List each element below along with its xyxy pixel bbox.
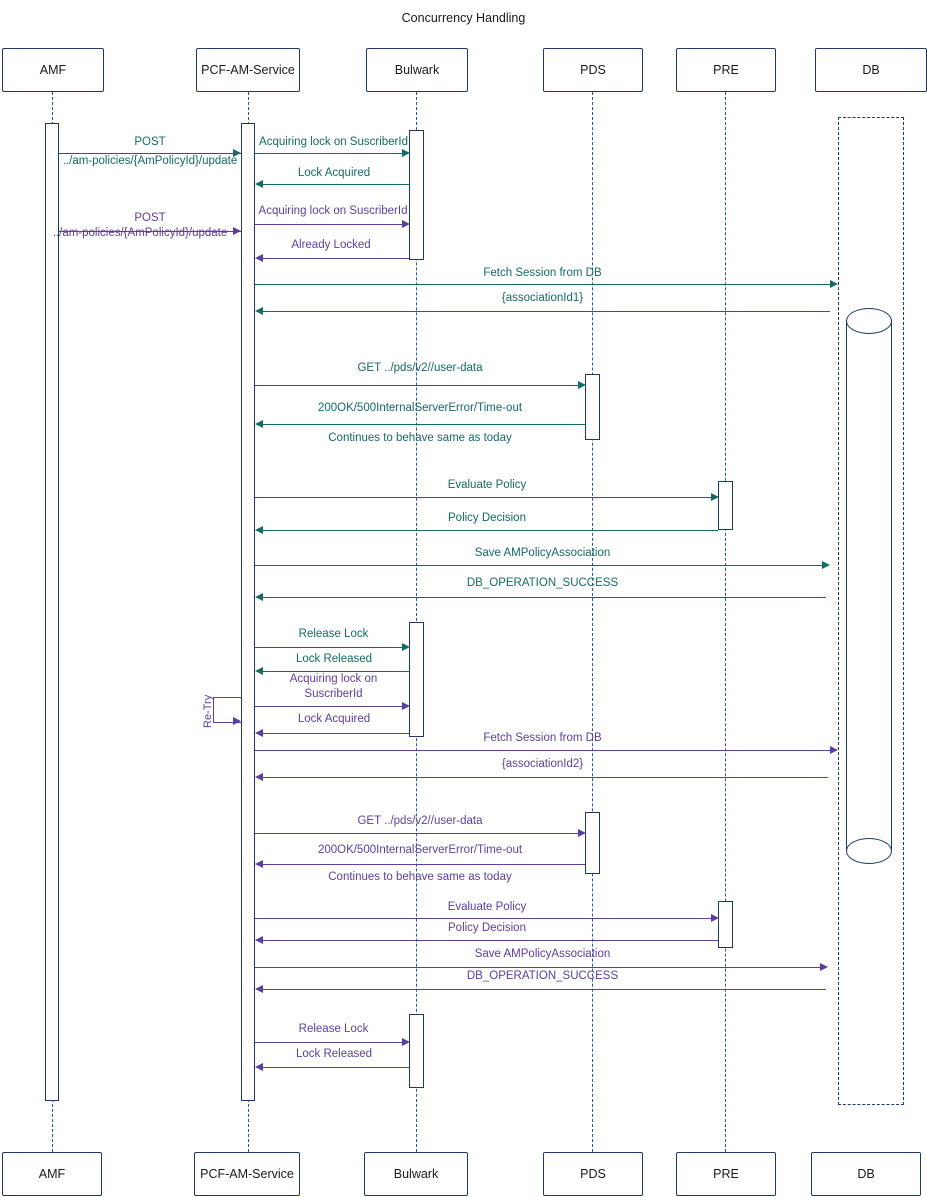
participant-label: AMF [39, 63, 67, 77]
message-line-m9 [255, 385, 578, 386]
arrowhead-m5 [402, 220, 410, 228]
activation-pcf [241, 123, 255, 1101]
message-line-m3 [263, 184, 409, 185]
message-label-m19: Lock Acquired [297, 713, 371, 725]
participant-label: PDS [580, 63, 606, 77]
message-label-m13: Policy Decision [448, 512, 526, 524]
activation-pds-1 [585, 374, 600, 440]
message-label-m10: 200OK/500InternalServerError/Time-out [317, 402, 523, 414]
message-line-m7 [255, 284, 830, 285]
db-cylinder-top [846, 308, 892, 334]
message-label-m5: Acquiring lock on SuscriberId [258, 205, 408, 217]
message-label-m30: Lock Released [295, 1048, 373, 1060]
arrowhead-m3 [255, 180, 263, 188]
arrowhead-m30 [255, 1063, 263, 1071]
lifeline-pre [725, 92, 726, 1152]
message-label-m8: {associationId1} [501, 292, 584, 304]
activation-pds-2 [585, 812, 600, 874]
message-line-m12 [255, 497, 711, 498]
participant-pds[interactable] [543, 48, 643, 92]
message-label-m18-line2: SuscriberId [304, 688, 363, 700]
message-label-m4-line2: ../am-policies/{AmPolicyId}/update [52, 227, 228, 239]
activation-amf [45, 123, 59, 1101]
message-label-m20: Fetch Session from DB [483, 732, 602, 744]
activation-bulwark-1 [409, 130, 424, 260]
message-line-m30 [263, 1067, 409, 1068]
participant-bottom-pds[interactable] [543, 1152, 643, 1196]
participant-label: Bulwark [394, 63, 440, 77]
participant-amf[interactable] [2, 48, 104, 92]
message-line-m2 [255, 153, 402, 154]
message-label-m24: Continues to behave same as today [328, 871, 512, 883]
message-line-m13 [263, 530, 718, 531]
participant-label: PRE [713, 1167, 739, 1181]
participant-label: Bulwark [393, 1167, 439, 1181]
message-line-m10 [263, 424, 585, 425]
participant-pre[interactable] [676, 48, 776, 92]
participant-label: DB [862, 63, 880, 77]
participant-bottom-pre[interactable] [676, 1152, 776, 1196]
message-line-m8 [263, 311, 830, 312]
message-label-m22: GET ../pds/v2//user-data [357, 815, 483, 827]
message-label-m11: Continues to behave same as today [328, 432, 512, 444]
message-line-m29 [255, 1042, 402, 1043]
message-line-m18 [255, 706, 402, 707]
activation-pre-1 [718, 481, 733, 530]
message-label-m1-line2: ../am-policies/{AmPolicyId}/update [62, 155, 238, 167]
participant-label: PCF-AM-Service [200, 1167, 294, 1181]
participant-pcf-am-service[interactable] [196, 48, 300, 92]
message-label-m16: Release Lock [298, 628, 369, 640]
participant-bottom-amf[interactable] [2, 1152, 102, 1196]
message-line-m15 [263, 597, 826, 598]
message-label-m3: Lock Acquired [297, 167, 371, 179]
message-label-m18: Acquiring lock on [289, 673, 378, 685]
participant-db[interactable] [815, 48, 927, 92]
message-line-m1 [59, 153, 241, 154]
message-line-m23 [263, 864, 585, 865]
message-label-m23: 200OK/500InternalServerError/Time-out [317, 844, 523, 856]
message-label-m1: POST [134, 136, 166, 148]
message-line-m6 [263, 258, 409, 259]
arrowhead-m16 [402, 643, 410, 651]
db-cylinder-body [846, 320, 892, 850]
message-line-m16 [255, 647, 402, 648]
message-label-m4: POST [134, 212, 166, 224]
participant-label: PDS [580, 1167, 606, 1181]
message-label-m14: Save AMPolicyAssociation [474, 547, 611, 559]
message-label-m12: Evaluate Policy [447, 479, 527, 491]
arrowhead-m14 [822, 561, 830, 569]
db-cylinder-bottom [846, 838, 892, 864]
retry-label: Re-Try [202, 694, 214, 728]
arrowhead-m28 [255, 985, 263, 993]
arrowhead-m2 [402, 149, 410, 157]
arrowhead-m10 [255, 420, 263, 428]
participant-label: AMF [38, 1167, 66, 1181]
message-line-m20 [255, 750, 830, 751]
participant-label: PCF-AM-Service [201, 63, 295, 77]
message-label-m9: GET ../pds/v2//user-data [357, 362, 483, 374]
arrowhead-m8 [255, 307, 263, 315]
arrowhead-m9 [578, 381, 586, 389]
participant-bottom-bulwark[interactable] [364, 1152, 468, 1196]
arrowhead-m12 [711, 493, 719, 501]
message-label-m6: Already Locked [291, 239, 371, 251]
message-line-m21 [263, 777, 828, 778]
message-label-m27: Save AMPolicyAssociation [474, 948, 611, 960]
message-line-m27 [255, 967, 820, 968]
message-label-m29: Release Lock [298, 1023, 369, 1035]
arrowhead-m23 [255, 860, 263, 868]
arrowhead-m7 [830, 280, 838, 288]
arrowhead-m21 [255, 773, 263, 781]
message-label-m28: DB_OPERATION_SUCCESS [466, 970, 619, 982]
activation-pre-2 [718, 901, 733, 948]
message-label-m15: DB_OPERATION_SUCCESS [466, 577, 619, 589]
participant-bulwark[interactable] [366, 48, 468, 92]
message-label-m2: Acquiring lock on SuscriberId [259, 136, 408, 148]
lifeline-pds [592, 92, 593, 1152]
message-label-m26: Policy Decision [448, 922, 526, 934]
message-line-m26 [263, 940, 718, 941]
message-line-m28 [263, 989, 826, 990]
participant-bottom-pcf-am-service[interactable] [194, 1152, 300, 1196]
message-label-m25: Evaluate Policy [447, 901, 527, 913]
message-line-m22 [255, 833, 578, 834]
diagram-title: Concurrency Handling [401, 11, 526, 25]
message-label-m7: Fetch Session from DB [483, 267, 602, 279]
arrowhead-m18 [402, 702, 410, 710]
arrowhead-m25 [711, 914, 719, 922]
message-line-m17 [263, 671, 409, 672]
message-line-m5 [255, 224, 402, 225]
participant-bottom-db[interactable] [811, 1152, 921, 1196]
arrowhead-m29 [402, 1038, 410, 1046]
message-label-m21: {associationId2} [501, 758, 584, 770]
arrowhead-m13 [255, 526, 263, 534]
arrowhead-m6 [255, 254, 263, 262]
arrowhead-retry [233, 717, 241, 725]
arrowhead-m15 [255, 593, 263, 601]
message-label-m17: Lock Released [295, 653, 373, 665]
participant-label: PRE [713, 63, 739, 77]
arrowhead-m20 [830, 746, 838, 754]
arrowhead-m26 [255, 936, 263, 944]
message-line-m14 [255, 565, 822, 566]
arrowhead-m22 [578, 829, 586, 837]
message-line-m25 [255, 918, 711, 919]
participant-label: DB [857, 1167, 875, 1181]
